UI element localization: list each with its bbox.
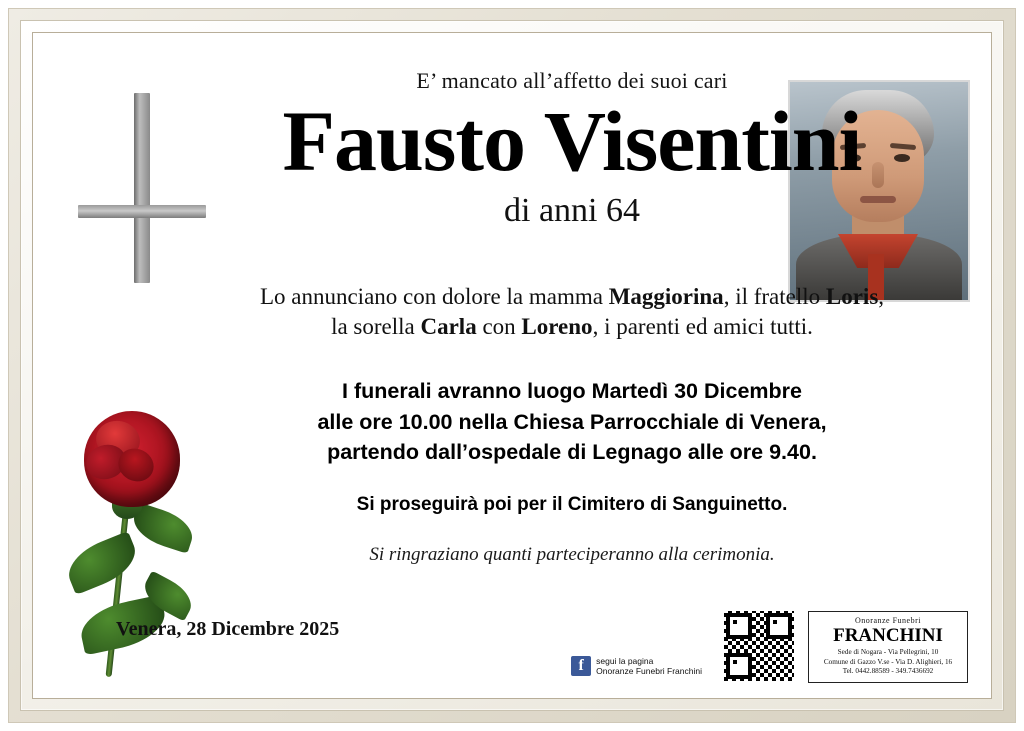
relative-mother: Maggiorina bbox=[608, 283, 724, 309]
agency-address-2: Comune di Gazzo V.se - Via D. Alighieri, 16 bbox=[823, 657, 953, 666]
agency-phone: Tel. 0442.88589 - 349.7436692 bbox=[842, 667, 934, 676]
cemetery-text: Si proseguirà poi per il Cimitero di Sanguinetto. bbox=[356, 493, 788, 515]
facebook-label bbox=[596, 656, 702, 677]
agency-brand: FRANCHINI bbox=[833, 624, 943, 646]
facebook-label-line-2: Onoranze Funebri Franchini bbox=[596, 666, 702, 677]
relative-brother: Loris bbox=[825, 283, 879, 309]
facebook-label-line-1: segui la pagina bbox=[596, 655, 654, 666]
announce-part-1: Lo annunciano con dolore la mamma bbox=[259, 283, 609, 309]
relative-partner: Loreno bbox=[521, 314, 593, 340]
agency-top-label: Onoranze Funebri bbox=[855, 615, 921, 625]
poster-sheet bbox=[38, 38, 986, 693]
announce-part-6: , i parenti ed amici tutti. bbox=[592, 314, 813, 340]
agency-stamp bbox=[808, 611, 968, 683]
place-and-date: Venera, 28 Dicembre 2025 bbox=[116, 618, 340, 640]
announce-part-2: , il fratello bbox=[723, 283, 826, 309]
facebook-icon[interactable]: f bbox=[571, 656, 591, 676]
announce-part-5: con bbox=[476, 314, 522, 340]
agency-address-1: Sede di Nogara - Via Pellegrini, 10 bbox=[837, 647, 939, 656]
thanks-text: Si ringraziano quanti parteciperanno alla cerimonia. bbox=[369, 543, 775, 565]
qr-code[interactable] bbox=[722, 609, 796, 683]
announcement-text bbox=[188, 282, 956, 343]
announce-part-4: la sorella bbox=[331, 314, 421, 340]
announce-part-3: , bbox=[878, 283, 885, 309]
facebook-badge[interactable] bbox=[568, 654, 705, 679]
funeral-line-1: I funerali avranno luogo Martedì 30 Dicembre bbox=[342, 379, 802, 404]
intro-text: E’ mancato all’affetto dei suoi cari bbox=[416, 68, 728, 93]
funeral-details bbox=[188, 376, 956, 468]
memorial-text bbox=[188, 58, 956, 566]
funeral-line-3: partendo dall’ospedale di Legnago alle ore 9.40. bbox=[327, 440, 817, 465]
deceased-name: Fausto Visentini bbox=[282, 93, 862, 189]
relative-sister: Carla bbox=[420, 314, 477, 340]
deceased-age: di anni 64 bbox=[504, 191, 640, 229]
funeral-line-2: alle ore 10.00 nella Chiesa Parrocchiale di Venera, bbox=[317, 409, 827, 434]
